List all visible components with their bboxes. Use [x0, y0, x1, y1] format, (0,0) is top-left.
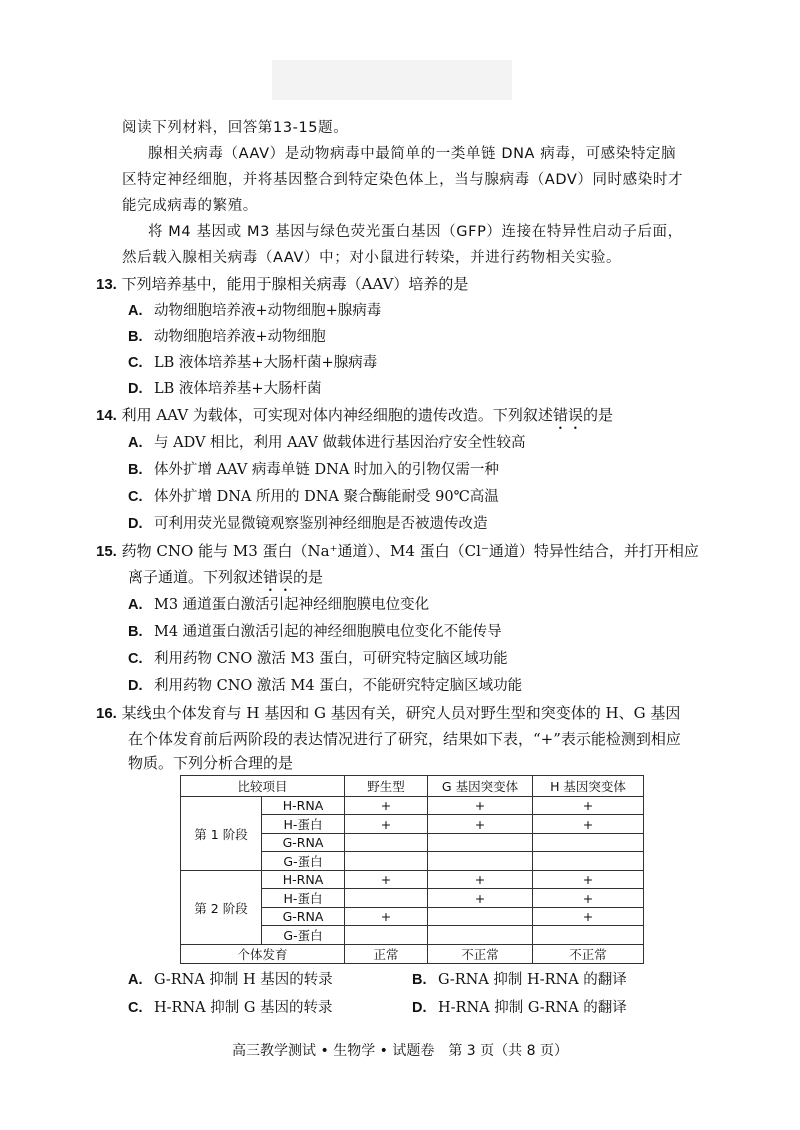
question-15-line2: [128, 567, 323, 595]
option-text: 利用药物 CNO 激活 M3 蛋白，可研究特定脑区域功能: [154, 651, 508, 667]
table-cell: +: [345, 871, 428, 889]
table-cell: +: [533, 815, 644, 834]
passage-line: 将 M4 基因或 M3 基因与绿色荧光蛋白基因（GFP）连接在特异性启动子后面，: [148, 224, 683, 240]
table-header: 比较项目: [181, 776, 345, 797]
table-cell: H-蛋白: [262, 815, 345, 834]
option-label: B.: [128, 624, 143, 640]
option-label: C.: [128, 355, 143, 371]
table-header: 野生型: [345, 776, 428, 797]
question-number: 13.: [96, 276, 117, 293]
question-16-line3: 物质。下列分析合理的是: [128, 754, 294, 772]
table-cell: [533, 926, 644, 945]
table-cell: 不正常: [428, 945, 533, 964]
option-label: D.: [128, 516, 143, 532]
table-cell: +: [428, 797, 533, 815]
question-14: [96, 405, 613, 433]
table-cell: +: [428, 871, 533, 889]
question-number: 16.: [96, 705, 117, 722]
emphasis-word: 错误: [552, 406, 583, 424]
stage-label: 第 1 阶段: [181, 797, 262, 871]
question-13: [96, 274, 468, 295]
table-cell: [345, 926, 428, 945]
table-cell: +: [533, 797, 644, 815]
option-label: A.: [128, 435, 143, 451]
table-header: H 基因突变体: [533, 776, 644, 797]
option-a[interactable]: [128, 970, 333, 990]
option-text: G-RNA 抑制 H 基因的转录: [154, 972, 333, 988]
table-cell: G-蛋白: [262, 852, 345, 871]
question-stem: 某线虫个体发育与 H 基因和 G 基因有关，研究人员对野生型和突变体的 H、G 基因: [121, 704, 681, 722]
table-cell: H-RNA: [262, 797, 345, 815]
option-label: C.: [128, 489, 143, 505]
option-text: 动物细胞培养液+动物细胞+腺病毒: [154, 303, 382, 319]
table-cell: +: [533, 908, 644, 926]
option-label: A.: [128, 303, 143, 319]
table-cell: [345, 852, 428, 871]
page-footer: 高三教学测试 • 生物学 • 试题卷 第 3 页（共 8 页）: [232, 1043, 568, 1059]
option-d[interactable]: [128, 514, 488, 534]
option-d[interactable]: [128, 379, 322, 399]
option-b[interactable]: [128, 460, 499, 480]
option-label: B.: [412, 972, 427, 988]
table-cell: +: [345, 815, 428, 834]
option-text: M4 通道蛋白激活引起的神经细胞膜电位变化不能传导: [154, 624, 502, 640]
option-text: H-RNA 抑制 G-RNA 的翻译: [438, 1000, 627, 1016]
table-cell: 不正常: [533, 945, 644, 964]
question-16-line2: 在个体发育前后两阶段的表达情况进行了研究，结果如下表，“+”表示能检测到相应: [128, 730, 681, 748]
option-text: LB 液体培养基+大肠杆菌+腺病毒: [154, 355, 378, 371]
question-16: [96, 703, 680, 724]
table-cell: [345, 834, 428, 852]
option-text: H-RNA 抑制 G 基因的转录: [154, 1000, 333, 1016]
option-d[interactable]: [128, 676, 522, 696]
table-cell: [428, 908, 533, 926]
passage-line: 然后载入腺相关病毒（AAV）中；对小鼠进行转染，并进行药物相关实验。: [122, 250, 622, 266]
stage-label: 第 2 阶段: [181, 871, 262, 945]
table-header: G 基因突变体: [428, 776, 533, 797]
table-cell: [345, 889, 428, 908]
passage-line: 区特定神经细胞，并将基因整合到特定染色体上，当与腺病毒（ADV）同时感染时才: [122, 172, 684, 188]
table-header-row: [181, 776, 644, 797]
option-a[interactable]: [128, 301, 381, 321]
table-row-development: [181, 945, 644, 964]
option-label: C.: [128, 1000, 143, 1016]
option-text: 体外扩增 DNA 所用的 DNA 聚合酶能耐受 90℃高温: [154, 489, 499, 505]
option-text: 动物细胞培养液+动物细胞: [154, 329, 326, 345]
option-c[interactable]: [128, 353, 377, 373]
table-cell: [533, 834, 644, 852]
option-label: C.: [128, 651, 143, 667]
table-cell: +: [428, 889, 533, 908]
option-label: A.: [128, 972, 143, 988]
question-number: 15.: [96, 543, 117, 560]
question-stem-end: 的是: [582, 406, 613, 424]
table-cell: G-蛋白: [262, 926, 345, 945]
option-b[interactable]: [128, 622, 502, 642]
question-stem: 药物 CNO 能与 M3 蛋白（Na⁺通道）、M4 蛋白（Cl⁻通道）特异性结合，并打开相应: [121, 542, 699, 560]
option-label: B.: [128, 329, 143, 345]
table-cell: 个体发育: [181, 945, 345, 964]
table-cell: +: [533, 889, 644, 908]
option-text: 可利用荧光显微镜观察鉴别神经细胞是否被遗传改造: [154, 516, 488, 532]
passage-line: 腺相关病毒（AAV）是动物病毒中最简单的一类单链 DNA 病毒，可感染特定脑: [148, 146, 677, 162]
option-label: B.: [128, 462, 143, 478]
table-cell: [428, 852, 533, 871]
table-row: [181, 797, 644, 815]
table-cell: +: [533, 871, 644, 889]
table-cell: +: [428, 815, 533, 834]
option-text: 利用药物 CNO 激活 M4 蛋白，不能研究特定脑区域功能: [154, 678, 523, 694]
option-b[interactable]: [128, 327, 326, 347]
table-cell: +: [345, 797, 428, 815]
option-text: LB 液体培养基+大肠杆菌: [154, 381, 322, 397]
option-a[interactable]: [128, 595, 429, 615]
question-stem-end: 的是: [293, 568, 324, 586]
option-text: 与 ADV 相比，利用 AAV 做载体进行基因治疗安全性较高: [154, 435, 526, 451]
question-stem: 离子通道。下列叙述: [128, 568, 264, 586]
option-d[interactable]: [412, 998, 627, 1018]
option-c[interactable]: [128, 998, 333, 1018]
option-b[interactable]: [412, 970, 627, 990]
table-row: [181, 871, 644, 889]
option-c[interactable]: [128, 649, 508, 669]
table-cell: +: [345, 908, 428, 926]
comparison-table: [180, 775, 644, 964]
blank-region: [272, 60, 512, 100]
reading-intro: 阅读下列材料，回答第13-15题。: [122, 120, 349, 136]
option-text: G-RNA 抑制 H-RNA 的翻译: [438, 972, 627, 988]
table-cell: [428, 834, 533, 852]
passage-line: 能完成病毒的繁殖。: [122, 198, 258, 214]
question-stem: 下列培养基中，能用于腺相关病毒（AAV）培养的是: [121, 275, 469, 293]
option-label: D.: [128, 381, 143, 397]
table-cell: [428, 926, 533, 945]
table-cell: [533, 852, 644, 871]
option-text: M3 通道蛋白激活引起神经细胞膜电位变化: [154, 597, 430, 613]
option-c[interactable]: [128, 487, 499, 507]
option-text: 体外扩增 AAV 病毒单链 DNA 时加入的引物仅需一种: [154, 462, 499, 478]
option-label: A.: [128, 597, 143, 613]
table-cell: G-RNA: [262, 834, 345, 852]
table-cell: H-蛋白: [262, 889, 345, 908]
table-cell: 正常: [345, 945, 428, 964]
question-number: 14.: [96, 407, 117, 424]
option-a[interactable]: [128, 433, 525, 453]
option-label: D.: [128, 678, 143, 694]
table-cell: G-RNA: [262, 908, 345, 926]
question-stem: 利用 AAV 为载体，可实现对体内神经细胞的遗传改造。下列叙述: [121, 406, 553, 424]
question-15: [96, 541, 699, 562]
option-label: D.: [412, 1000, 427, 1016]
table-cell: H-RNA: [262, 871, 345, 889]
emphasis-word: 错误: [263, 568, 294, 586]
